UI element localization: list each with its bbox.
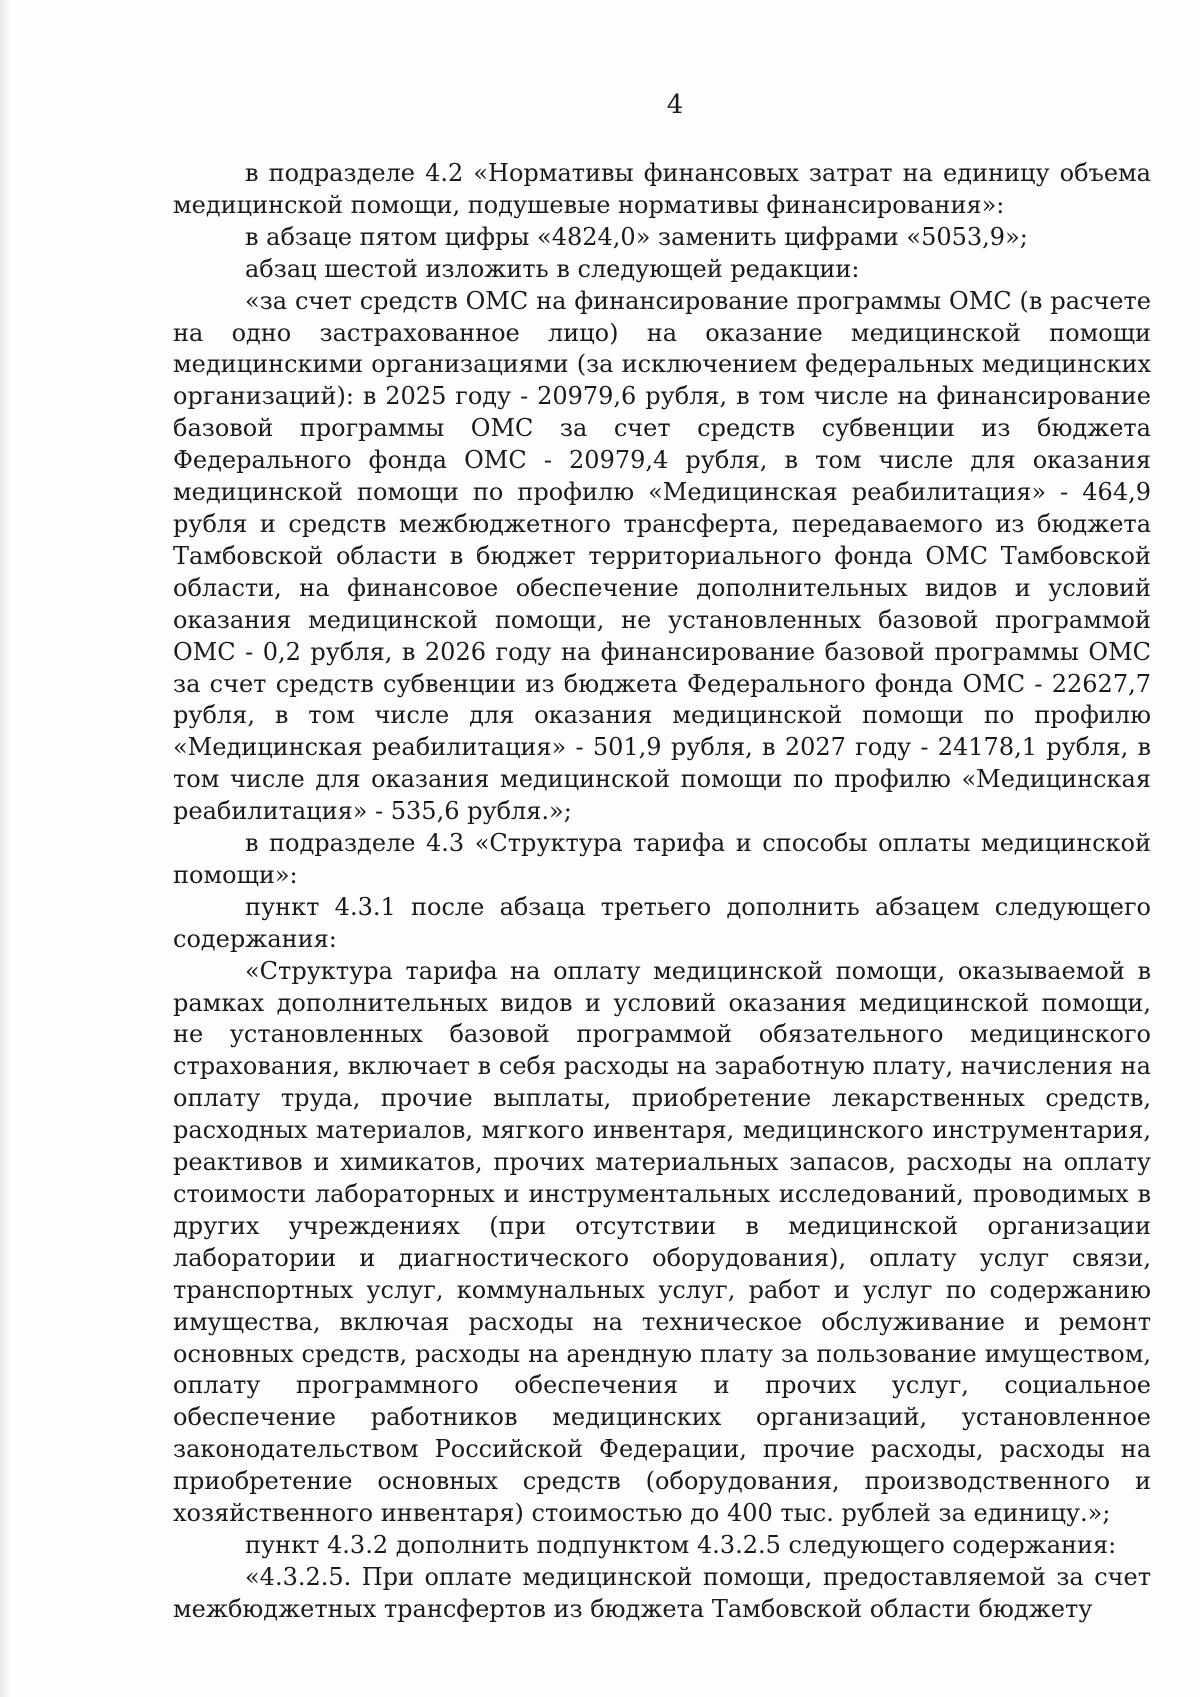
paragraph-abzac-pyatyi: в абзаце пятом цифры «4824,0» заменить цифрами «5053,9»; xyxy=(245,222,1028,251)
paragraph-subsection-4-2: в подразделе 4.2 «Нормативы финансовых затрат на единицу объема медицинской помощи, подушевые нормативы финансирования»: xyxy=(173,159,1151,219)
document-body xyxy=(173,158,1151,1626)
scan-edge-shadow xyxy=(0,0,10,1697)
paragraph-tariff-structure: «Структура тарифа на оплату медицинской помощи, оказываемой в рамках дополнительных видов и условий оказания медицинской помощи, не установленных базовой программой обязательного медицинского страхования, включает в себя расходы на заработную плату, начисления на оплату труда, прочие выплаты, приобретение лекарственных средств, расходных материалов, мягкого инвентаря, медицинского инструментария, реактивов и химикатов, прочих материальных запасов, расходы на оплату стоимости лабораторных и инструментальных исследований, проводимых в других учреждениях (при отсутствии в медицинской организации лаборатории и диагностического оборудования), оплату услуг связи, транспортных услуг, коммунальных услуг, работ и услуг по содержанию имущества, включая расходы на техническое обслуживание и ремонт основных средств, расходы на арендную плату за пользование имуществом, оплату программного обеспечения и прочих услуг, социальное обеспечение работников медицинских организаций, установленное законодательством Российской Федерации, прочие расходы, расходы на приобретение основных средств (оборудования, производственного и хозяйственного инвентаря) стоимостью до 400 тыс. рублей за единицу.»; xyxy=(173,956,1151,1528)
paragraph-punkt-4-3-2: пункт 4.3.2 дополнить подпунктом 4.3.2.5 следующего содержания: xyxy=(245,1530,1117,1559)
paragraph-abzac-shestoi: абзац шестой изложить в следующей редакции: xyxy=(245,254,860,283)
page-number: 4 xyxy=(666,90,684,120)
paragraph-subsection-4-3: в подразделе 4.3 «Структура тарифа и способы оплаты медицинской помощи»: xyxy=(173,829,1151,889)
paragraph-punkt-4-3-2-5: «4.3.2.5. При оплате медицинской помощи, предоставляемой за счет межбюджетных трансфертов из бюджета Тамбовской области бюджету xyxy=(173,1562,1151,1623)
paragraph-punkt-4-3-1: пункт 4.3.1 после абзаца третьего дополнить абзацем следующего содержания: xyxy=(173,892,1151,953)
paragraph-oms-financing: «за счет средств ОМС на финансирование программы ОМС (в расчете на одно застрахованное лицо) на оказание медицинской помощи медицинскими организациями (за исключением федеральных медицинских организаций): в 2025 году - 20979,6 рубля, в том числе на финансирование базовой программы ОМС за счет средств субвенции из бюджета Федерального фонда ОМС - 20979,4 рубля, в том числе для оказания медицинской помощи по профилю «Медицинская реабилитация» - 464,9 рубля и средств межбюджетного трансферта, передаваемого из бюджета Тамбовской области в бюджет территориального фонда ОМС Тамбовской области, на финансовое обеспечение дополнительных видов и условий оказания медицинской помощи, не установленных базовой программой ОМС - 0,2 рубля, в 2026 году на финансирование базовой программы ОМС за счет средств субвенции из бюджета Федерального фонда ОМС - 22627,7 рубля, в том числе для оказания медицинской помощи по профилю «Медицинская реабилитация» - 501,9 рубля, в 2027 году - 24178,1 рубля, в том числе для оказания медицинской помощи по профилю «Медицинская реабилитация» - 535,6 рубля.»; xyxy=(173,286,1151,826)
